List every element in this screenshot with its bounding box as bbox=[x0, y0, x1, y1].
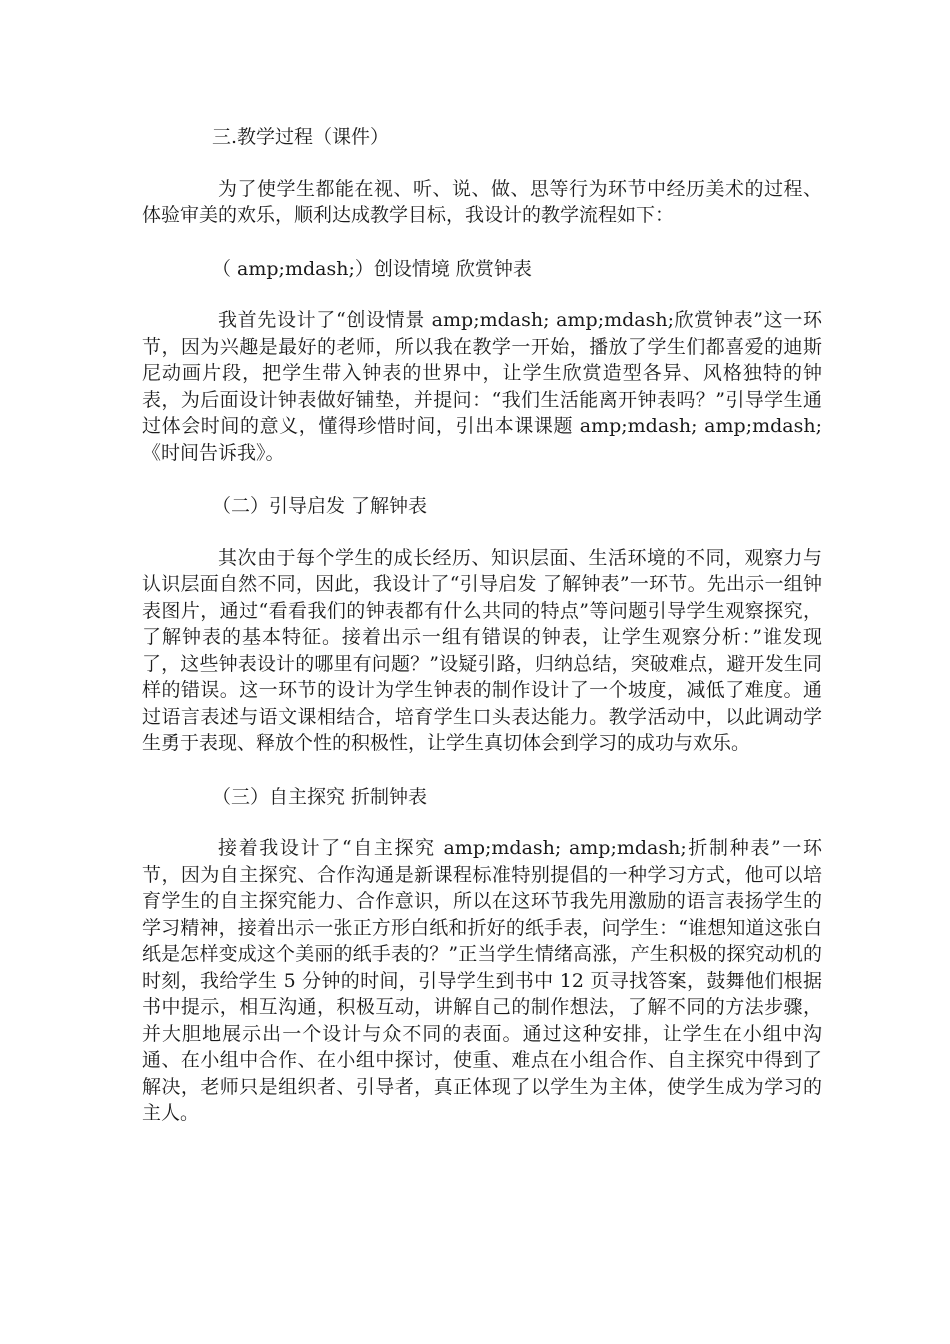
step-1-heading: （ amp;mdash;）创设情境 欣赏钟表 bbox=[212, 257, 532, 280]
step-2-paragraph: 其次由于每个学生的成长经历、知识层面、生活环境的不同，观察力与认识层面自然不同，因此，我设计了“引导启发 了解钟表”一环节。先出示一组钟表图片，通过“看看我们的钟表都有什么共同的特点”等问题引导学生观察探究，了解钟表的基本特征。接着出示一组有错误的钟表，让学生观察分析：”谁发现了，这些钟表设计的哪里有问题？”设疑引路，归纳总结，突破难点，避开发生同样的错误。这一环节的设计为学生钟表的制作设计了一个坡度，减低了难度。通过语言表述与语文课相结合，培育学生口头表达能力。教学活动中，以此调动学生勇于表现、释放个性的积极性，让学生真切体会到学习的成功与欢乐。 bbox=[142, 546, 822, 754]
section-title: 三.教学过程（课件） bbox=[212, 126, 390, 148]
step-1-paragraph: 我首先设计了“创设情景 amp;mdash; amp;mdash;欣赏钟表”这一环节，因为兴趣是最好的老师，所以我在教学一开始，播放了学生们都喜爱的迪斯尼动画片段，把学生带入钟表的世界中，让学生欣赏造型各异、风格独特的钟表，为后面设计钟表做好铺垫，并提问：“我们生活能离开钟表吗？”引导学生通过体会时间的意义，懂得珍惜时间，引出本课课题 amp;mdash; amp;mdash;《时间告诉我》。 bbox=[142, 309, 822, 464]
intro-paragraph: 为了使学生都能在视、听、说、做、思等行为环节中经历美术的过程、体验审美的欢乐，顺利达成教学目标，我设计的教学流程如下： bbox=[142, 177, 822, 226]
step-2-heading: （二）引导启发 了解钟表 bbox=[212, 495, 428, 517]
step-3-heading: （三）自主探究 折制钟表 bbox=[212, 785, 428, 808]
document-body bbox=[142, 124, 822, 1127]
step-3-paragraph: 接着我设计了“自主探究 amp;mdash; amp;mdash;折制种表”一环节，因为自主探究、合作沟通是新课程标准特别提倡的一种学习方式，他可以培育学生的自主探究能力、合作意识，所以在这环节我先用激励的语言表扬学生的学习精神，接着出示一张正方形白纸和折好的纸手表，问学生：“谁想知道这张白纸是怎样变成这个美丽的纸手表的？”正当学生情绪高涨，产生积极的探究动机的时刻，我给学生 5 分钟的时间，引导学生到书中 12 页寻找答案，鼓舞他们根据书中提示，相互沟通，积极互动，讲解自己的制作想法，了解不同的方法步骤，并大胆地展示出一个设计与众不同的表面。通过这种安排，让学生在小组中沟通、在小组中合作、在小组中探讨，使重、难点在小组合作、自主探究中得到了解决，老师只是组织者、引导者，真正体现了以学生为主体，使学生成为学习的主人。 bbox=[142, 837, 822, 1124]
